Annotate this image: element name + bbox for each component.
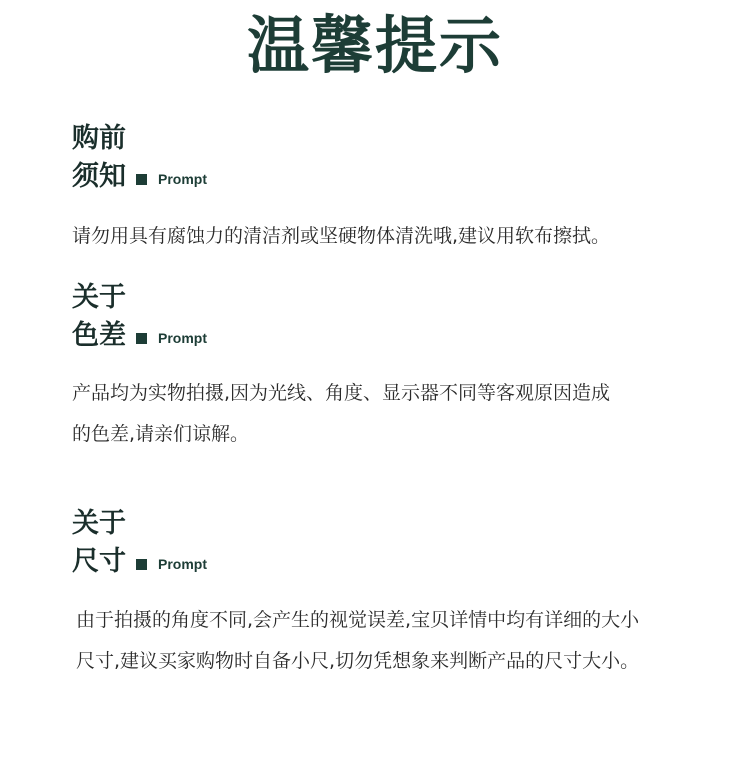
heading-line-1: 关于	[72, 282, 126, 313]
square-marker-icon	[136, 174, 147, 185]
section-body	[72, 216, 610, 257]
heading-line-1: 关于	[72, 508, 126, 539]
heading-line-2: 色差	[72, 320, 126, 351]
heading-line-2: 须知	[72, 161, 126, 192]
square-marker-icon	[136, 559, 147, 570]
prompt-tag: Prompt	[158, 330, 207, 346]
section-size	[72, 506, 639, 682]
section-heading	[72, 280, 610, 356]
heading-line-2-row	[72, 156, 610, 197]
heading-line-2-row	[72, 315, 610, 356]
heading-line-1: 购前	[72, 123, 126, 154]
heading-line-2-row	[72, 541, 639, 582]
section-body	[76, 600, 639, 682]
body-line: 的色差,请亲们谅解。	[72, 423, 250, 445]
body-line: 由于拍摄的角度不同,会产生的视觉误差,宝贝详情中均有详细的大小	[76, 609, 640, 631]
body-line: 产品均为实物拍摄,因为光线、角度、显示器不同等客观原因造成	[72, 382, 611, 404]
section-before-purchase	[72, 121, 610, 257]
prompt-tag: Prompt	[158, 171, 207, 187]
section-body	[72, 373, 610, 455]
prompt-tag: Prompt	[158, 556, 207, 572]
section-heading	[72, 506, 639, 582]
heading-line-2: 尺寸	[72, 546, 126, 577]
page-title: 温馨提示	[246, 9, 503, 82]
section-color-difference	[72, 280, 610, 455]
body-line: 请勿用具有腐蚀力的清洁剂或坚硬物体清洗哦,建议用软布擦拭。	[72, 225, 611, 247]
section-heading	[72, 121, 610, 197]
body-line: 尺寸,建议买家购物时自备小尺,切勿凭想象来判断产品的尺寸大小。	[76, 650, 640, 672]
square-marker-icon	[136, 333, 147, 344]
